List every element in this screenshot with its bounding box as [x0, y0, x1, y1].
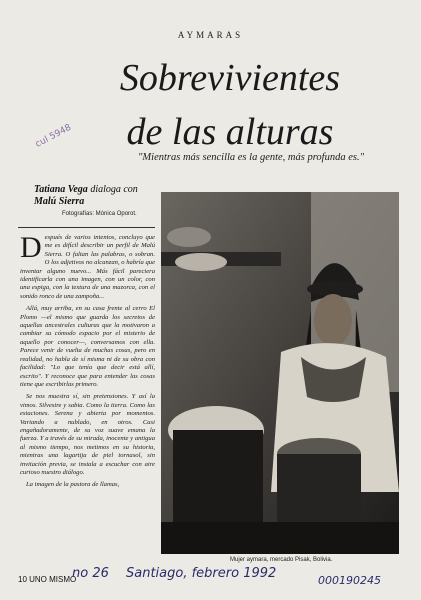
byline: [34, 184, 154, 208]
headline-line-2: de las alturas: [126, 111, 334, 153]
divider-rule: [18, 227, 155, 228]
aymara-woman-photo: [161, 192, 399, 554]
handwritten-margin-code: cul 5948: [34, 122, 74, 150]
photo-credit: Fotografías: Mónica Oporot.: [62, 211, 137, 217]
paragraph-2: Allá, muy arriba, en su casa frente al cerro El Plomo —el mismo que guarda los secretos de aquellas ancestrales culturas que la motivaron a cambiar su cómodo espacio por el misterio de aquello por conocer—, conversamos con ella. Parece venir de vuelta de muchas cosas, pero en realidad, no habla de sí misma ni de su obra con facilidad: "Lo que tenía que decir está allí, escrito". Y reconoce que para entender las cosas tiene que escribirlas primero.: [20, 305, 155, 388]
paragraph-4: La imagen de la pastora de llamas,: [26, 481, 120, 489]
paragraph-3: Se nos muestra sí, sin pretensiones. Y así la vimos. Silvestre y sabia. Como la tierra. Como las estaciones. Serena y abierta por momentos. Variando a nublado, en otros. Casi engañadoramente, de su voz suave emana la fuerza. Y a través de su mirada, inocente y antigua al mismo tiempo, nos metimos en su historia, mientras una lagartija de piel tornasol, sin invitación previa, se instala a escuchar con aire curioso nuestro diálogo.: [20, 393, 155, 476]
paragraph-1: Después de varios intentos, concluyo que me es difícil describir un perfil de Malú Sierra. O faltan las palabras, o sobran. O los adjetivos no alcanzan, o habría que inventar alguno nuevo... Más fácil pareciera identificarla con una imagen, con un color, con una espiga, con la textura de una mazorca, con el sonido ronco de una zampoña...: [20, 231, 155, 300]
photo-caption: Mujer aymara, mercado Pisak, Bolivia.: [230, 557, 333, 563]
byline-connector: dialoga con: [90, 184, 138, 195]
author-name: Tatiana Vega: [34, 184, 88, 195]
drop-cap: D: [20, 231, 42, 264]
pull-quote: "Mientras más sencilla es la gente, más profunda es.": [138, 152, 364, 163]
page-footer: 10 UNO MISMO: [18, 575, 77, 584]
headline-line-1: Sobrevivientes: [119, 57, 341, 99]
article-body: [20, 231, 155, 494]
subject-name: Malú Sierra: [34, 196, 85, 207]
handwritten-issue: no 26: [72, 566, 109, 581]
section-kicker: AYMARAS: [177, 30, 244, 40]
handwritten-dateline: Santiago, febrero 1992: [126, 566, 277, 581]
photo-illustration: [161, 192, 399, 554]
handwritten-archive-code: 000190245: [318, 574, 381, 587]
